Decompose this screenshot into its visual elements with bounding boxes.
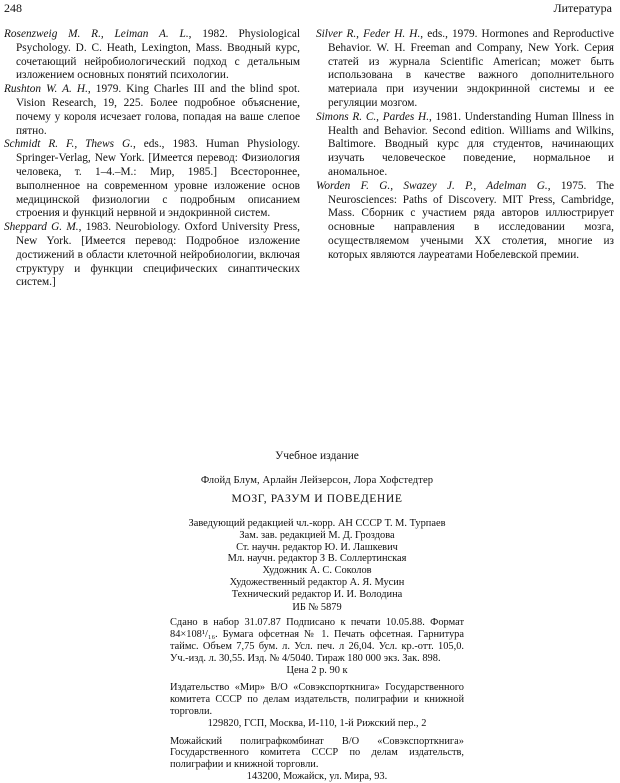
reference-text: , 1982. Physiological Psychology. D. C. Heath, Lexington, Mass. Вводный курс, сочетающий нейробиологический подход с детальным изложением основных понятий психологии.	[16, 28, 300, 82]
reference-entry	[316, 180, 614, 263]
reference-entry	[316, 28, 614, 111]
reference-authors: Sheppard G. M.	[4, 221, 79, 234]
reference-authors: Schmidt R. F., Thews G.	[4, 138, 133, 151]
reference-authors: Simons R. C., Pardes H.	[316, 110, 430, 123]
reference-entry	[4, 28, 300, 83]
reference-text: , 1979. King Charles III and the blind spot. Vision Research, 19, 225. Более подробное объяснение, почему у короля исчезает голова, попадая на ваше слепое пятно.	[16, 83, 300, 137]
imprint-block	[170, 450, 464, 783]
reference-authors: Worden F. G., Swazey J. P., Adelman G.	[316, 179, 548, 192]
references-column-left	[4, 28, 300, 290]
reference-authors: Rosenzweig M. R., Leiman A. L.	[4, 28, 189, 40]
imprint-authors: Флойд Блум, Арлайн Лейзерсон, Лора Хофстедтер	[200, 475, 434, 486]
printer-name: Можайский полиграфкомбинат В/О «Совэкспорткнига» Государственного комитета СССР по делам издательств, полиграфии и книжной торговли.	[170, 735, 464, 771]
credit-line: Художник А. С. Соколов	[262, 565, 372, 577]
running-head: Литература	[553, 1, 612, 15]
editorial-credits	[170, 518, 464, 613]
reference-text: , 1983. Neurobiology. Oxford University Press, New York. [Имеется перевод: Подробное изложение достижений в области клеточной нейробиологии, включая структуру и функции специфических синаптических систем.]	[16, 221, 301, 289]
reference-text: , eds., 1983. Human Physiology. Springer-Verlag, New York. [Имеется перевод: Физиология человека, т. 1–4.–М.: Мир, 1985.] Всестороннее, выполненное на современном уровне изложение основ медицинской физиологии с подробным описанием строения и функций нервной и эндокринной систем.	[16, 138, 300, 220]
publisher-info	[170, 682, 464, 729]
print-specifications	[170, 617, 464, 676]
reference-entry	[316, 111, 614, 180]
price: Цена 2 р. 90 к	[286, 664, 348, 676]
reference-authors: Rushton W. A. H.	[4, 83, 88, 96]
print-spec-text: Сдано в набор 31.07.87 Подписано к печати 10.05.88. Формат 84×108¹/₁₆. Бумага офсетная № 1. Печать офсетная. Гарнитура таймс. Объем 7,75 бум. л. Усл. печ. л 26,04. Усл. кр.-отт. 105,0. Уч.-изд. л. 30,55. Изд. № 4/5040. Тираж 180 000 экз. Зак. 898.	[170, 617, 464, 664]
credit-line: Художественный редактор А. Я. Мусин	[229, 576, 405, 588]
credit-line: Ст. научн. редактор Ю. И. Лашкевич	[236, 541, 398, 553]
reference-entry	[4, 221, 300, 290]
edition-type: Учебное издание	[275, 450, 359, 462]
credit-line: Заведующий редакцией чл.-корр. АН СССР Т. М. Турпаев	[188, 518, 446, 529]
reference-authors: Silver R., Feder H. H.	[316, 28, 421, 40]
reference-entry	[4, 83, 300, 138]
publisher-name: Издательство «Мир» В/О «Совэкспорткнига» Государственного комитета СССР по делам издательств, полиграфии и книжной торговли.	[170, 682, 464, 717]
reference-text: , eds., 1979. Hormones and Reproductive Behavior. W. H. Freeman and Company, New York. Серия статей из журнала Scientific American; может быть использована в качестве важного дополнительного материала при изучении эндокринной системы и ее регуляции мозгом.	[328, 28, 614, 109]
credit-line: Технический редактор И. И. Володина	[231, 588, 403, 600]
page-number: 248	[4, 1, 22, 15]
publisher-address: 129820, ГСП, Москва, И-110, 1-й Рижский пер., 2	[207, 717, 427, 729]
credit-line: Зам. зав. редакцией М. Д. Гроздова	[239, 529, 395, 541]
ib-number: ИБ № 5879	[292, 601, 342, 613]
reference-text: , 1975. The Neurosciences: Paths of Discovery. MIT Press, Cambridge, Mass. Сборник с участием ряда авторов иллюстрирует основные направления в исследовании мозга, осуществляемом учеными XX столетия, многие из которых являются лауреатами Нобелевской премии.	[328, 179, 615, 261]
book-title: МОЗГ, РАЗУМ И ПОВЕДЕНИЕ	[231, 492, 403, 505]
page-header	[4, 1, 612, 17]
reference-entry	[4, 138, 300, 221]
references-column-right	[316, 28, 614, 263]
credit-line: Мл. научн. редактор З В. Соллертинская	[227, 553, 407, 565]
reference-text: , 1981. Understanding Human Illness in Health and Behavior. Second edition. Williams and Wilkins, Baltimore. Вводный курс для студентов, начинающих изучать человеческое поведение, нормальное и аномальное.	[328, 110, 614, 178]
printer-address: 143200, Можайск, ул. Мира, 93.	[246, 770, 388, 782]
